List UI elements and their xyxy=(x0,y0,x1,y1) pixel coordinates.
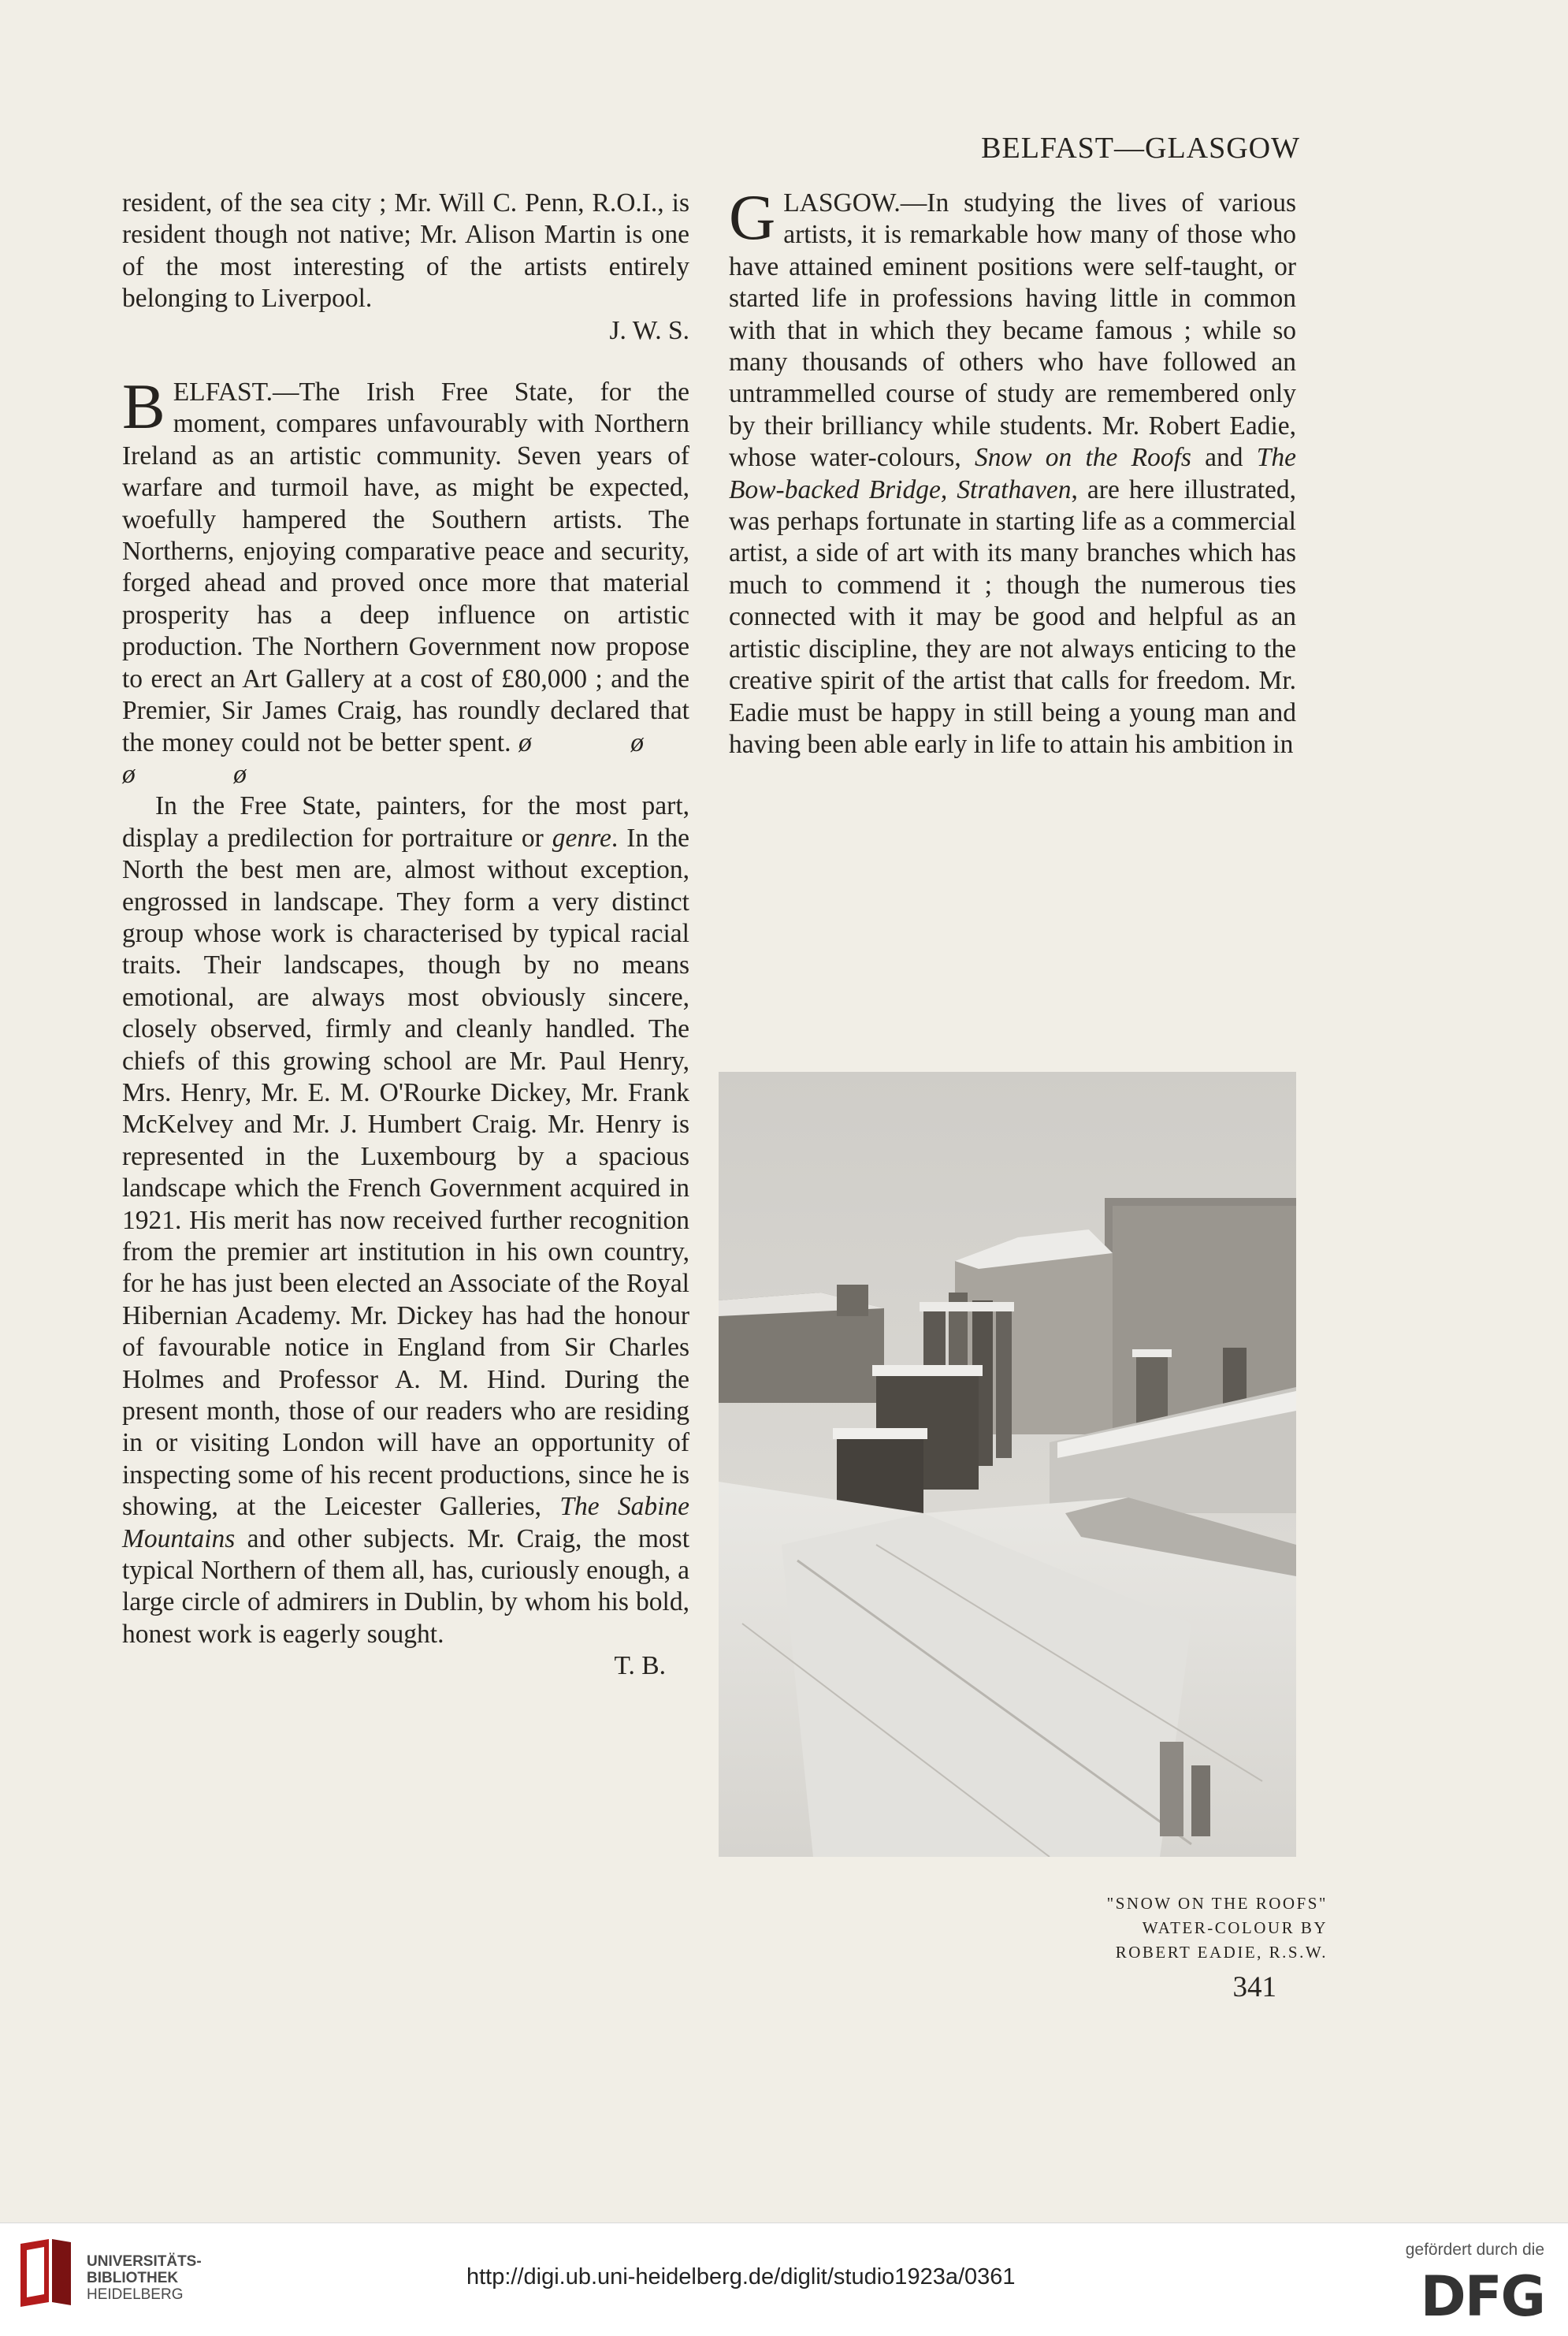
caption-artist: ROBERT EADIE, R.S.W. xyxy=(1115,1943,1328,1962)
running-head: BELFAST—GLASGOW xyxy=(981,132,1300,165)
right-column xyxy=(729,181,1297,761)
belfast-paragraph xyxy=(122,370,690,790)
sabine-title: The Sabine Mountains xyxy=(122,1492,689,1553)
plate-caption xyxy=(1107,1891,1328,1965)
digitization-footer xyxy=(0,2223,1568,2336)
glasgow-text-b: , are here illustrated, was perhaps fortunate in starting life as a commercial artist, a side of art with its many branches which has much to commend it ; though the numerous ties connected with it may be good and helpful as an artistic discipline, they are not always enticing to the creative spirit of the artist that calls for freedom. Mr. Eadie must be happy in still being a young man and having been able early in life to attain his ambition in xyxy=(729,474,1296,759)
library-line-2: BIBLIOTHEK xyxy=(87,2270,179,2286)
library-line-1: UNIVERSITÄTS- xyxy=(87,2253,202,2270)
caption-title: "SNOW ON THE ROOFS" xyxy=(1106,1894,1328,1913)
belfast-text: ELFAST.—The Irish Free State, for the moment, compares unfavourably with Northern Ireland as an artistic community. Seven years of warfare and turmoil have, as might be expected, woefully hampered the Southern artists. The Northerns, enjoying comparative peace and security, forged ahead and proved once more that material prosperity has a deep influence on artistic production. The Northern Government now propose to erect an Art Gallery at a cost of £80,000 ; and the Premier, Sir James Craig, has roundly declared that the money could not be better spent. xyxy=(122,378,689,757)
library-name xyxy=(87,2253,202,2303)
snow-roofs-painting xyxy=(719,1072,1296,1857)
left-column xyxy=(122,188,689,1683)
work-title-snow: Snow on the Roofs xyxy=(974,443,1191,473)
glasgow-dropcap: G xyxy=(729,181,776,253)
glasgow-text-a: LASGOW.—In studying the lives of various artists, it is remarkable how many of those who have attained eminent positions were self-taught, or started life in professions having little in common with that in which they became famous ; while so many thousands of others who have followed an untrammelled course of study are remembered only by their brilliancy while students. Mr. Robert Eadie, whose water-colours, xyxy=(729,188,1296,473)
funder-caption: gefördert durch die xyxy=(1405,2241,1544,2259)
belfast-signoff: T. B. xyxy=(614,1651,666,1681)
library-line-3: HEIDELBERG xyxy=(87,2286,184,2303)
free-state-text-c: and other subjects. Mr. Craig, the most typical Northern of them all, has, curiously enough, a large circle of admirers in Dublin, by whom his bold, honest work is eagerly sought. xyxy=(122,1523,689,1649)
genre-word: genre xyxy=(552,823,611,853)
free-state-paragraph xyxy=(122,790,689,1650)
belfast-dropcap: B xyxy=(122,370,165,443)
free-state-text-a: In the Free State, painters, for the most part, display a predilection for portraiture or xyxy=(122,791,689,853)
permalink-url[interactable]: http://digi.ub.uni-heidelberg.de/diglit/studio1923a/0361 xyxy=(466,2264,1016,2290)
liverpool-signoff: J. W. S. xyxy=(609,315,689,345)
painting-plate xyxy=(719,1072,1296,1857)
free-state-text-b: . In the North the best men are, almost without exception, engrossed in landscape. They form a very distinct group whose work is characterised by typical racial traits. Their landscapes, though by no means emotional, are always most obviously sincere, closely observed, firmly and cleanly handled. The chiefs of this growing school are Mr. Paul Henry, Mrs. Henry, Mr. E. M. O'Rourke Dickey, Mr. Frank McKelvey and Mr. J. Humbert Craig. Mr. Henry is represented in the Luxembourg by a spacious landscape which the French Government acquired in 1921. His merit has now received further recognition from the premier art institution in his own country, for he has just been elected an Associate of the Royal Hibernian Academy. Mr. Dickey has had the honour of favourable notice in England from Sir Charles Holmes and Professor A. M. Hind. During the present month, those of our readers who are residing in or visiting London will have an opportunity of inspecting some of his recent productions, since he is showing, at the Leicester Galleries, xyxy=(122,823,689,1522)
and-word: and xyxy=(1205,443,1243,473)
liverpool-signoff-row xyxy=(122,315,689,347)
glasgow-paragraph xyxy=(729,181,1297,761)
library-logo-icon xyxy=(17,2237,74,2308)
dfg-logo: DFG xyxy=(1420,2264,1544,2329)
ornament-leaves: ø ø ø ø xyxy=(122,727,690,789)
page-number: 341 xyxy=(1232,1971,1276,2003)
work-title-bridge: The Bow-backed Bridge, Strathaven xyxy=(729,443,1297,504)
belfast-signoff-row xyxy=(122,1650,689,1682)
caption-medium: WATER-COLOUR BY xyxy=(1142,1918,1328,1937)
liverpool-paragraph: resident, of the sea city ; Mr. Will C. Penn, R.O.I., is resident though not native; Mr. Alison Martin is one of the most interesting of the artists entirely belonging to Liverpool. xyxy=(122,188,689,314)
